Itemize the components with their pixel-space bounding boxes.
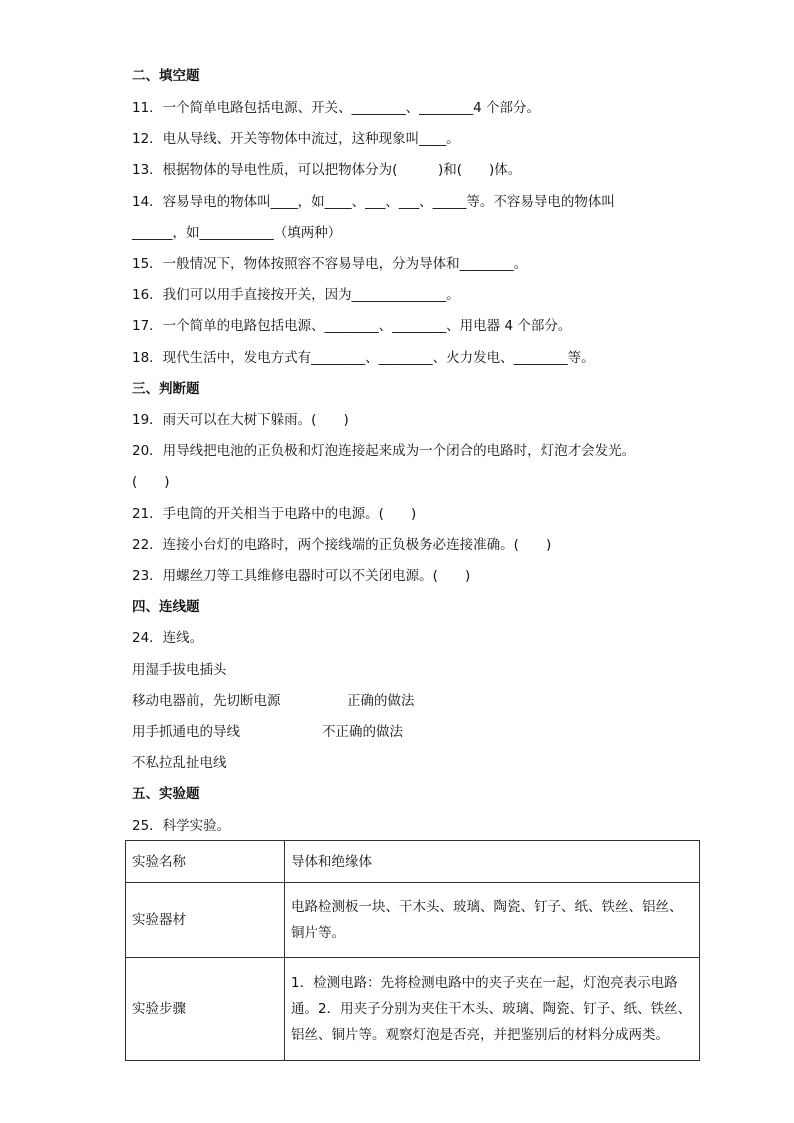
table-cell-steps-label: 实验步骤 bbox=[126, 958, 285, 1061]
table-cell-experiment-name-label: 实验名称 bbox=[126, 841, 285, 883]
table-cell-equipment-value: 电路检测板一块、干木头、玻璃、陶瓷、钉子、纸、铁丝、铝丝、铜片等。 bbox=[285, 883, 700, 958]
connect-left-1: 用湿手拔电插头 bbox=[132, 662, 227, 678]
section-fill-blank-heading: 二、填空题 bbox=[132, 68, 200, 84]
connect-right-2: 不正确的做法 bbox=[322, 724, 403, 740]
question-25: 25．科学实验。 bbox=[132, 818, 231, 834]
question-20-line-2: ( ) bbox=[132, 474, 170, 490]
question-24: 24．连线。 bbox=[132, 630, 204, 646]
connect-left-3: 用手抓通电的导线 bbox=[132, 724, 240, 740]
question-14-line-1: 14．容易导电的物体叫____，如____、___、___、_____等。不容易导电的物体叫 bbox=[132, 194, 615, 210]
table-row bbox=[126, 883, 700, 958]
question-20-line-1: 20．用导线把电池的正负极和灯泡连接起来成为一个闭合的电路时，灯泡才会发光。 bbox=[132, 443, 636, 459]
question-11: 11．一个简单电路包括电源、开关、________、________4 个部分。 bbox=[132, 100, 541, 116]
question-17: 17．一个简单的电路包括电源、________、________、用电器 4 个部分。 bbox=[132, 318, 572, 334]
table-cell-equipment-label: 实验器材 bbox=[126, 883, 285, 958]
question-22: 22．连接小台灯的电路时，两个接线端的正负极务必连接准确。( ) bbox=[132, 537, 552, 553]
question-12: 12．电从导线、开关等物体中流过，这种现象叫____。 bbox=[132, 131, 460, 147]
connect-left-2: 移动电器前，先切断电源 bbox=[132, 693, 281, 709]
question-14-line-2: ______，如___________（填两种） bbox=[132, 225, 342, 241]
question-23: 23．用螺丝刀等工具维修电器时可以不关闭电源。( ) bbox=[132, 568, 471, 584]
table-cell-steps-value: 1．检测电路：先将检测电路中的夹子夹在一起，灯泡亮表示电路通。2．用夹子分别为夹住干木头、玻璃、陶瓷、钉子、纸、铁丝、铝丝、铜片等。观察灯泡是否亮，并把鉴别后的材料分成两类。 bbox=[285, 958, 700, 1061]
table-row bbox=[126, 958, 700, 1061]
table-cell-experiment-name-value: 导体和绝缘体 bbox=[285, 841, 700, 883]
question-18: 18．现代生活中，发电方式有________、________、火力发电、________等。 bbox=[132, 350, 595, 366]
question-15: 15．一般情况下，物体按照容不容易导电，分为导体和________。 bbox=[132, 256, 528, 272]
question-19: 19．雨天可以在大树下躲雨。( ) bbox=[132, 412, 349, 428]
question-21: 21．手电筒的开关相当于电路中的电源。( ) bbox=[132, 506, 417, 522]
question-13: 13．根据物体的导电性质，可以把物体分为( )和( )体。 bbox=[132, 162, 522, 178]
section-connect-heading: 四、连线题 bbox=[132, 599, 200, 615]
section-experiment-heading: 五、实验题 bbox=[132, 786, 200, 802]
connect-left-4: 不私拉乱扯电线 bbox=[132, 755, 227, 771]
question-16: 16．我们可以用手直接按开关，因为______________。 bbox=[132, 287, 460, 303]
experiment-table bbox=[125, 840, 700, 1061]
section-judge-heading: 三、判断题 bbox=[132, 381, 200, 397]
connect-right-1: 正确的做法 bbox=[347, 693, 415, 709]
table-row bbox=[126, 841, 700, 883]
